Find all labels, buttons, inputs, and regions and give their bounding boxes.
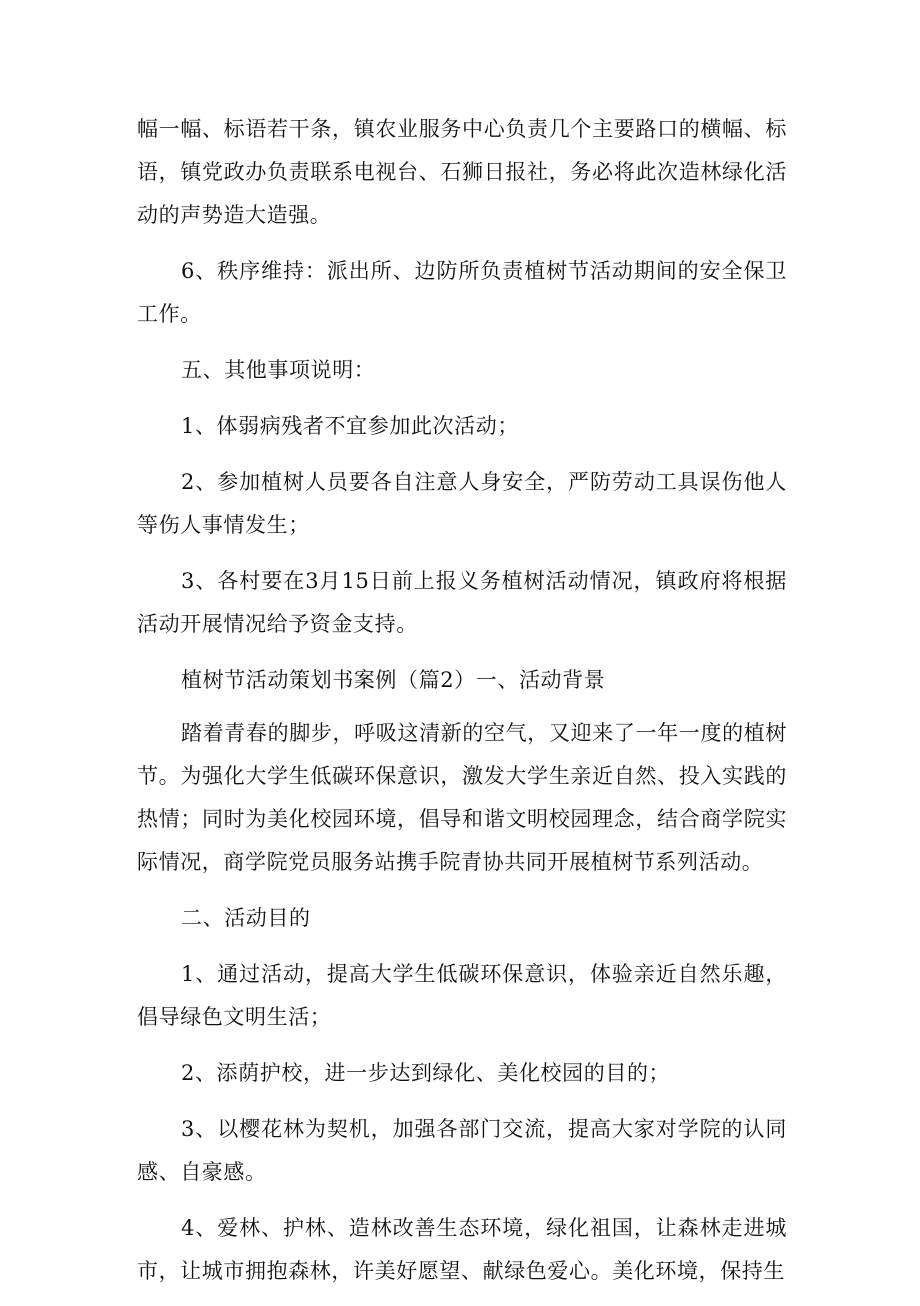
purpose-item-4: 4、爱林、护林、造林改善生态环境，绿化祖国，让森林走进城市，让城市拥抱森林，许美好愿望、献绿色爱心。美化环境，保持生 <box>137 1216 787 1283</box>
paragraph-background: 踏着青春的脚步，呼吸这清新的空气，又迎来了一年一度的植树节。为强化大学生低碳环保意识，激发大学生亲近自然、投入实践的热情；同时为美化校园环境，倡导和谐文明校园理念，结合商学院实际情况，商学院党员服务站携手院青协共同开展植树节系列活动。 <box>137 721 787 874</box>
case-title-part-2: 植树节活动策划书案例（篇2）一、活动背景 <box>181 668 606 692</box>
paragraph-publicity-continued: 幅一幅、标语若干条，镇农业服务中心负责几个主要路口的横幅、标语，镇党政办负责联系电视台、石狮日报社，务必将此次造林绿化活动的声势造大造强。 <box>137 117 787 227</box>
section-heading-purpose: 二、活动目的 <box>181 906 311 930</box>
purpose-item-1: 1、通过活动，提高大学生低碳环保意识，体验亲近自然乐趣，倡导绿色文明生活； <box>137 962 787 1029</box>
list-item-3: 3、各村要在3月15日前上报义务植树活动情况，镇政府将根据活动开展情况给予资金支持。 <box>137 569 787 636</box>
purpose-item-2: 2、添荫护校，进一步达到绿化、美化校园的目的； <box>181 1061 671 1085</box>
paragraph-order-maintenance: 6、秩序维持：派出所、边防所负责植树节活动期间的安全保卫工作。 <box>137 259 787 326</box>
purpose-item-3: 3、以樱花林为契机，加强各部门交流，提高大家对学院的认同感、自豪感。 <box>137 1117 787 1184</box>
list-item-1: 1、体弱病残者不宜参加此次活动； <box>181 414 519 438</box>
section-heading-other-matters: 五、其他事项说明： <box>181 358 376 382</box>
document-body <box>137 108 787 1306</box>
list-item-2: 2、参加植树人员要各自注意人身安全，严防劳动工具误伤他人等伤人事情发生； <box>137 470 787 537</box>
